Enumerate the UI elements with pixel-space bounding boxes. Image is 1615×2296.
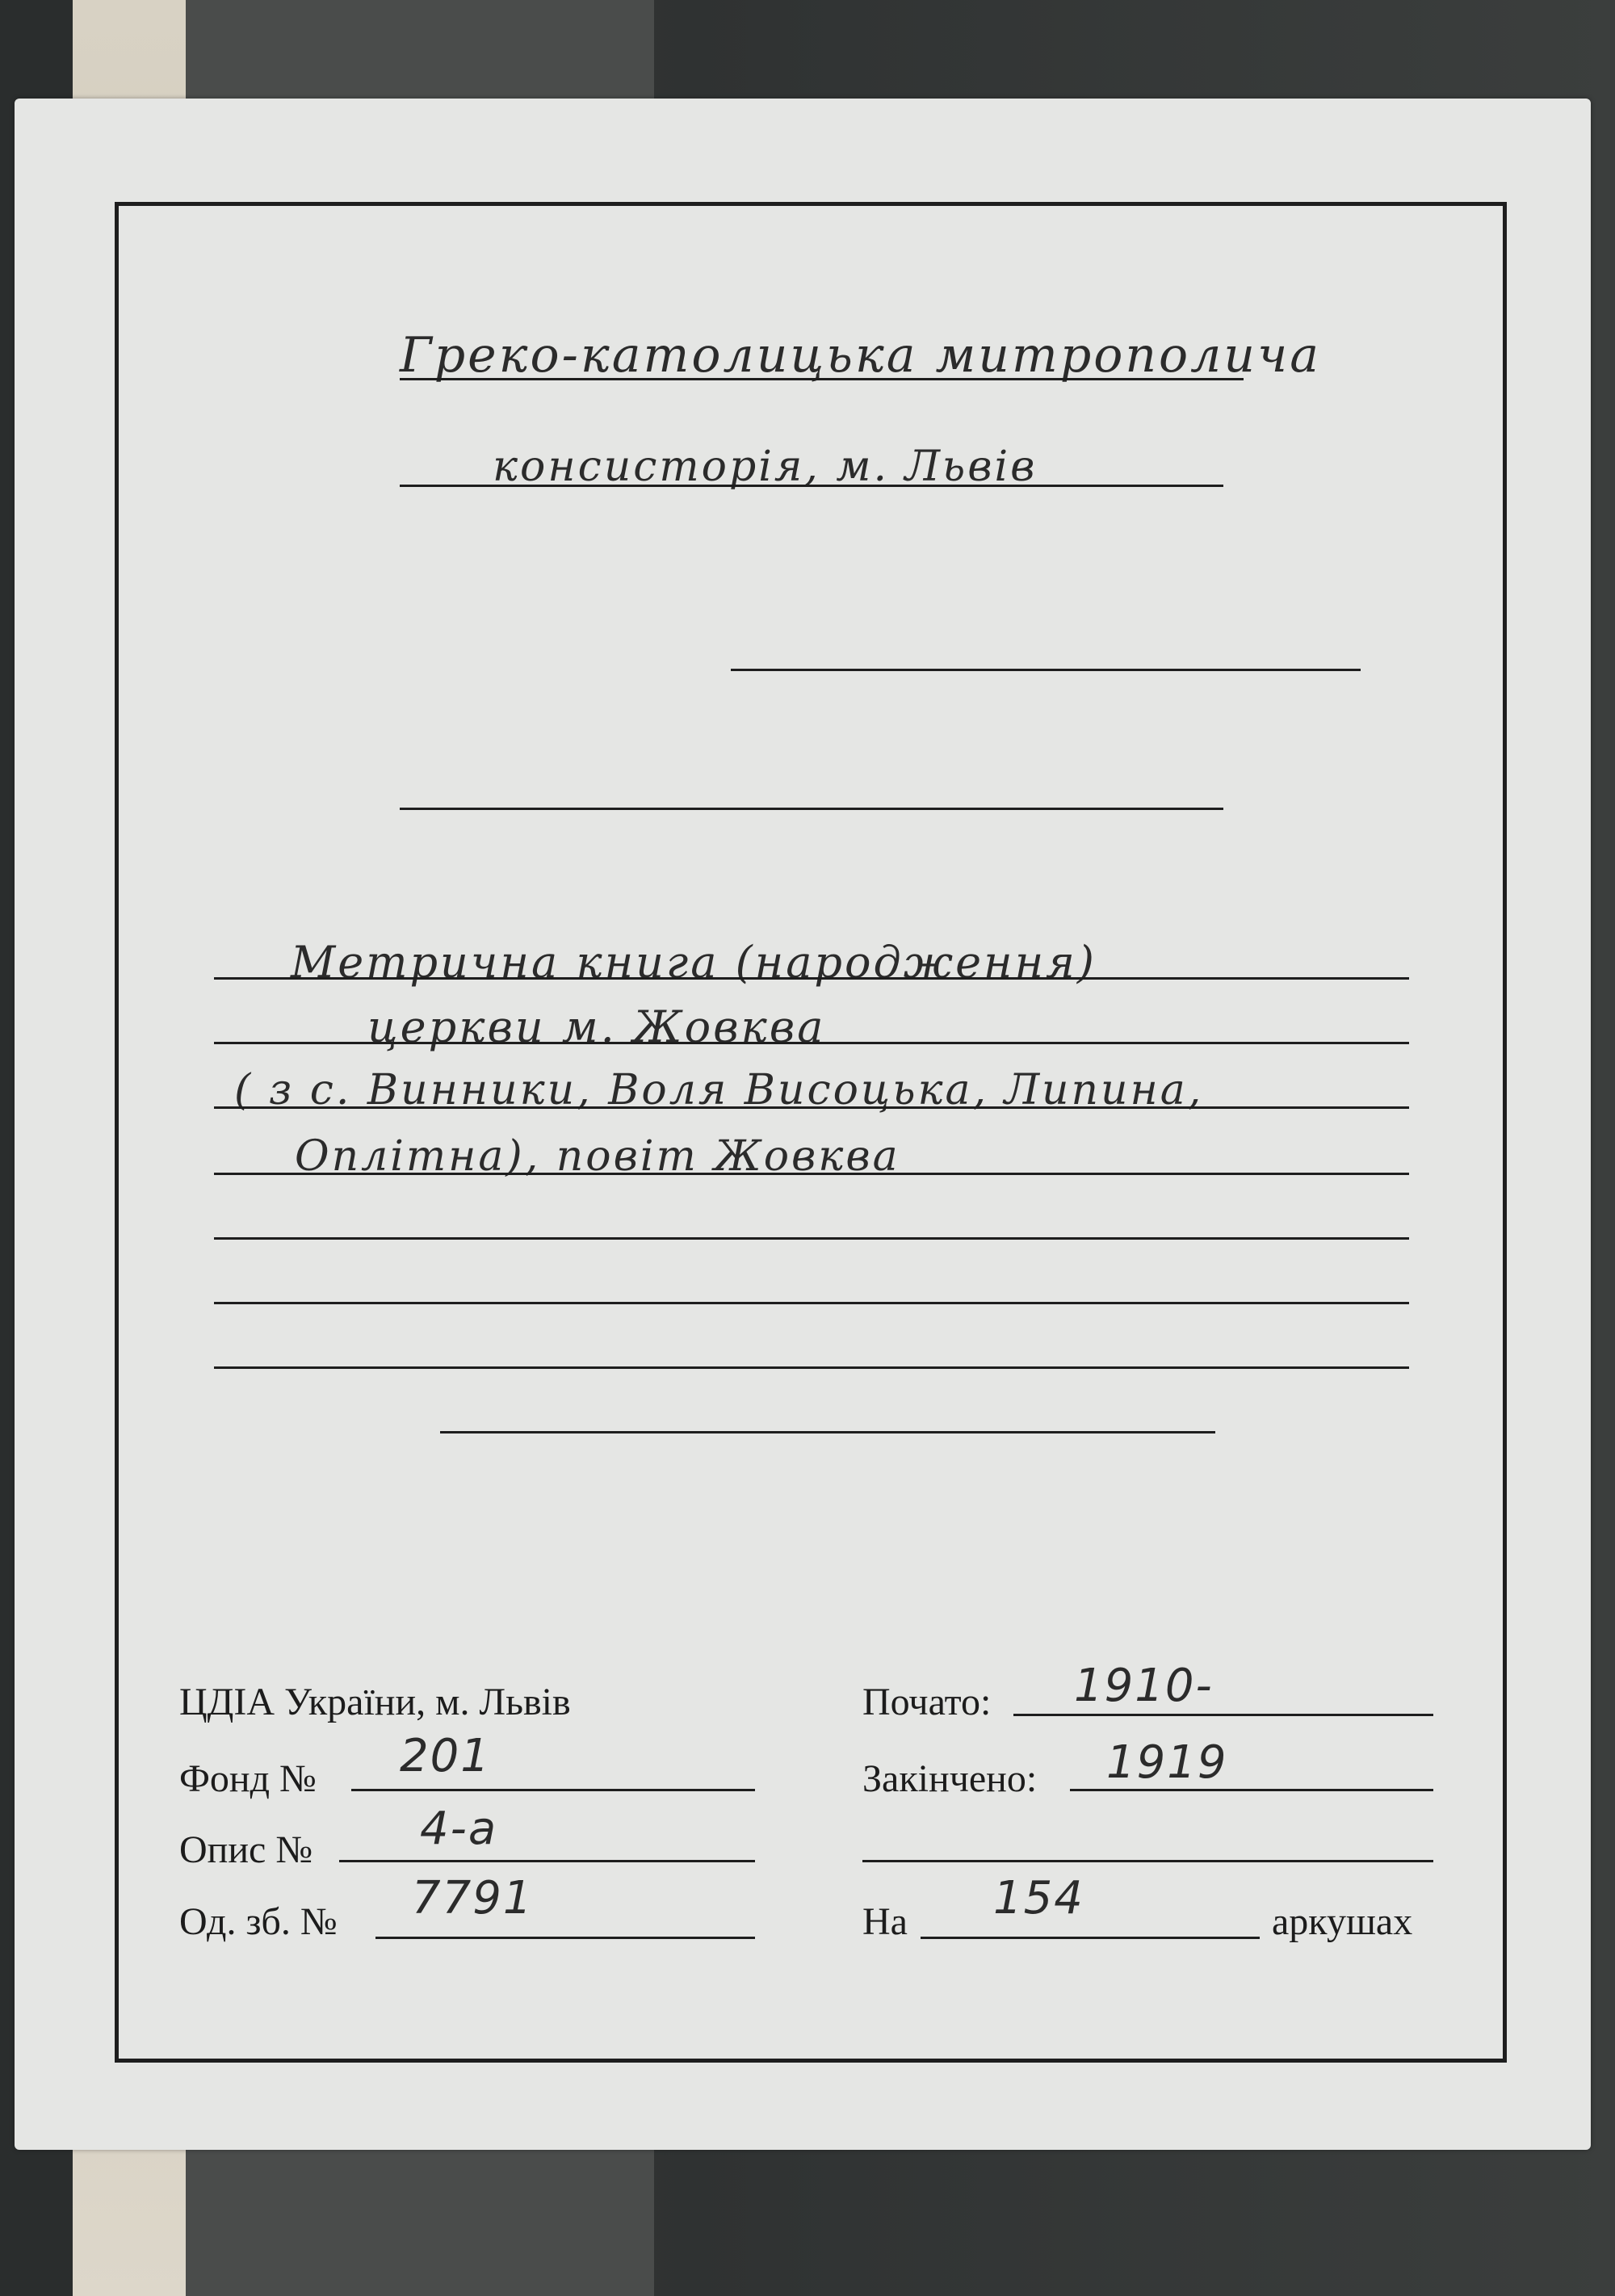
opys-value: 4-а	[420, 1803, 498, 1855]
sprava-rule	[375, 1937, 755, 1939]
header-line-1: Греко-католицька митрополича	[400, 327, 1322, 384]
opys-label: Опис №	[179, 1828, 313, 1871]
start-date-rule	[1013, 1714, 1433, 1716]
description-line-4: Оплітна), повіт Жовква	[295, 1132, 900, 1181]
sheets-value: 154	[993, 1872, 1084, 1925]
end-date-rule	[1070, 1789, 1433, 1791]
description-rule-5	[214, 1237, 1409, 1240]
start-date-value: 1910-	[1074, 1660, 1214, 1712]
description-rule-4	[214, 1173, 1409, 1175]
fond-label: Фонд №	[179, 1757, 317, 1800]
sheets-rule	[921, 1937, 1260, 1939]
header-rule-3	[731, 669, 1361, 671]
description-rule-1	[214, 977, 1409, 980]
end-date-value: 1919	[1106, 1736, 1228, 1789]
description-rule-2	[214, 1042, 1409, 1044]
archive-institution: ЦДІА України, м. Львів	[179, 1681, 571, 1723]
sheets-prefix: На	[862, 1900, 908, 1943]
header-rule-2	[400, 485, 1223, 487]
description-line-3: ( з с. Винники, Воля Висоцька, Липина,	[234, 1066, 1204, 1114]
end-date-label: Закінчено:	[862, 1757, 1038, 1800]
fond-rule	[351, 1789, 755, 1791]
header-line-2: консисторія, м. Львів	[493, 443, 1038, 491]
opys-rule	[339, 1860, 755, 1862]
blank-rule	[862, 1860, 1433, 1862]
description-rule-8	[440, 1431, 1215, 1433]
start-date-label: Почато:	[862, 1681, 992, 1723]
description-rule-7	[214, 1366, 1409, 1369]
description-rule-6	[214, 1302, 1409, 1304]
sprava-label: Од. зб. №	[179, 1900, 338, 1943]
description-rule-3	[214, 1106, 1409, 1109]
sheets-suffix: аркушах	[1272, 1900, 1413, 1943]
description-line-2: церкви м. Жовква	[367, 1001, 826, 1052]
sprava-value: 7791	[412, 1872, 534, 1925]
header-rule-1	[400, 378, 1244, 380]
description-line-1: Метрична книга (народження)	[291, 937, 1097, 988]
fond-value: 201	[400, 1730, 491, 1782]
header-rule-4	[400, 808, 1223, 810]
